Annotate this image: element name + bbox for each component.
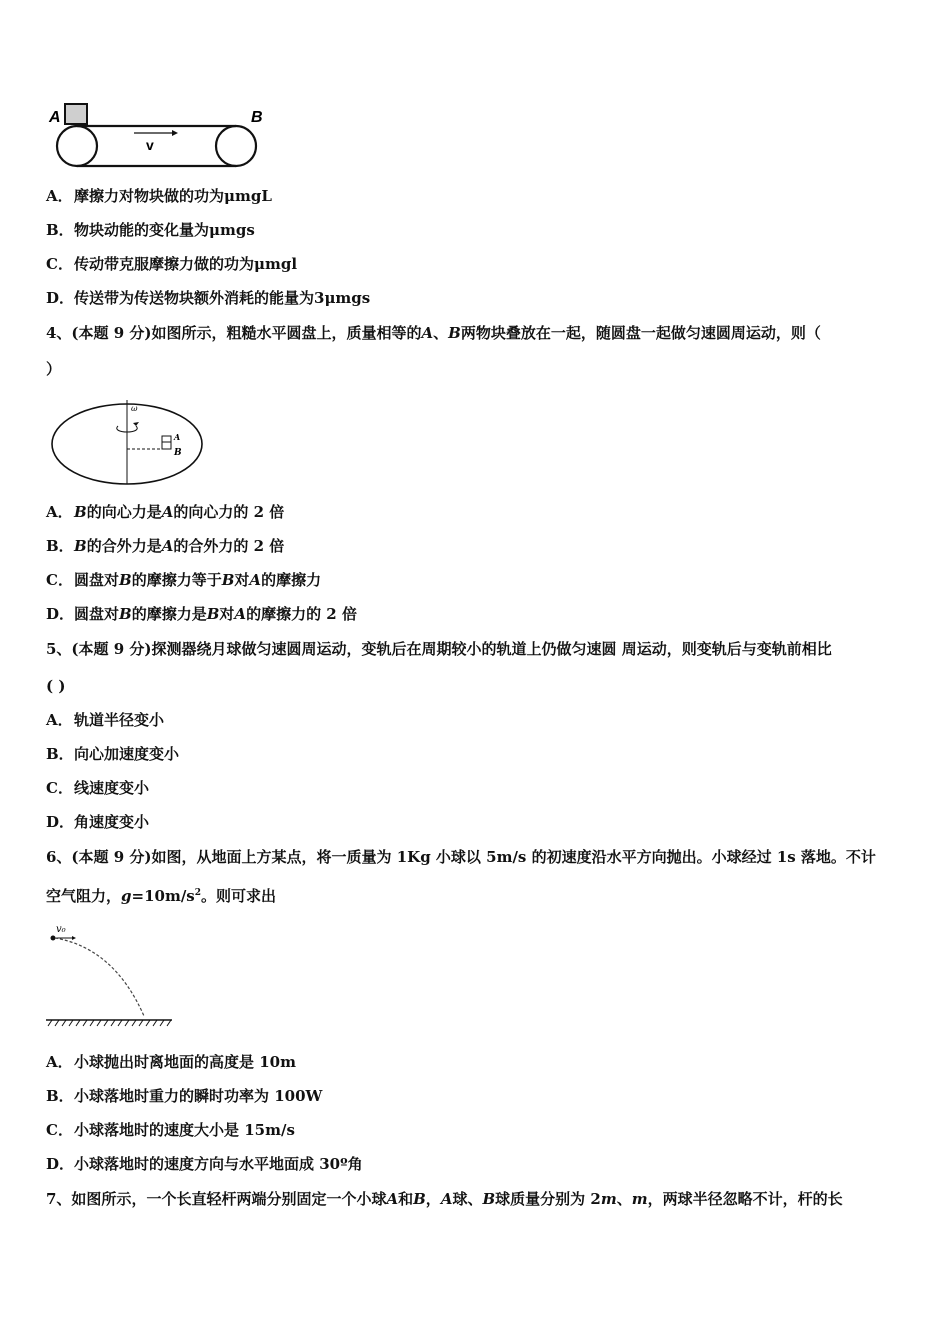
q7-stem: 7、如图所示，一个长直轻杆两端分别固定一个小球A和B，A球、B球质量分别为 2m、m，两球半径忽略不计，杆的长 xyxy=(46,1190,843,1208)
q6-option-b: B．小球落地时重力的瞬时功率为 100W xyxy=(46,1087,323,1105)
q6-option-c: C．小球落地时的速度大小是 15m/s xyxy=(46,1121,295,1139)
q6-stem-line2: 空气阻力，$g=10m/s^2$。则可求出 xyxy=(46,887,277,905)
q3-option-a: A．摩擦力对物块做的功为μmgL xyxy=(46,187,272,205)
q4-option-d: D．圆盘对B的摩擦力是B对A的摩擦力的 2 倍 xyxy=(46,605,357,623)
q6-stem: 6、(本题 9 分)如图，从地面上方某点，将一质量为 1Kg 小球以 5m/s 的初速度沿水平方向抛出。小球经过 1s 落地。不计 xyxy=(46,848,876,866)
fig3-v0: v₀ xyxy=(56,924,66,935)
fig2-label-a: A xyxy=(174,432,181,442)
q6-option-d: D．小球落地时的速度方向与水平地面成 30º角 xyxy=(46,1155,363,1173)
fig2-label-b: B xyxy=(174,448,182,458)
q4-option-c: C．圆盘对B的摩擦力等于B对A的摩擦力 xyxy=(46,571,322,589)
q4-option-b: B．B的合外力是A的合外力的 2 倍 xyxy=(46,537,285,555)
q4-option-a: A．B的向心力是A的向心力的 2 倍 xyxy=(46,503,285,521)
q5-option-b: B．向心加速度变小 xyxy=(46,745,180,763)
q3-option-c: C．传动带克服摩擦力做的功为μmgl xyxy=(46,255,298,273)
q5-stem-end: ( ) xyxy=(46,677,66,695)
conveyor-belt-figure xyxy=(44,100,266,170)
q5-option-a: A．轨道半径变小 xyxy=(46,711,165,729)
q3-option-b: B．物块动能的变化量为μmgs xyxy=(46,221,255,239)
rotating-disc-figure xyxy=(50,398,210,488)
q4-stem: 4、(本题 9 分)如图所示，粗糙水平圆盘上，质量相等的A、B两物块叠放在一起，随圆盘一起做匀速圆周运动，则（ xyxy=(46,324,821,342)
q6-option-a: A．小球抛出时离地面的高度是 10m xyxy=(46,1053,296,1071)
fig1-label-a: A xyxy=(49,109,61,126)
fig1-label-v: v xyxy=(146,137,154,153)
projectile-figure xyxy=(44,918,176,1030)
fig1-label-b: B xyxy=(251,109,263,126)
q5-option-d: D．角速度变小 xyxy=(46,813,150,831)
q3-option-d: D．传送带为传送物块额外消耗的能量为3μmgs xyxy=(46,289,371,307)
fig2-omega: ω xyxy=(131,404,138,413)
q5-option-c: C．线速度变小 xyxy=(46,779,150,797)
q4-stem-end: ） xyxy=(46,360,62,378)
q5-stem: 5、(本题 9 分)探测器绕月球做匀速圆周运动，变轨后在周期较小的轨道上仍做匀速圆 周运动，则变轨后与变轨前相比 xyxy=(46,640,832,658)
